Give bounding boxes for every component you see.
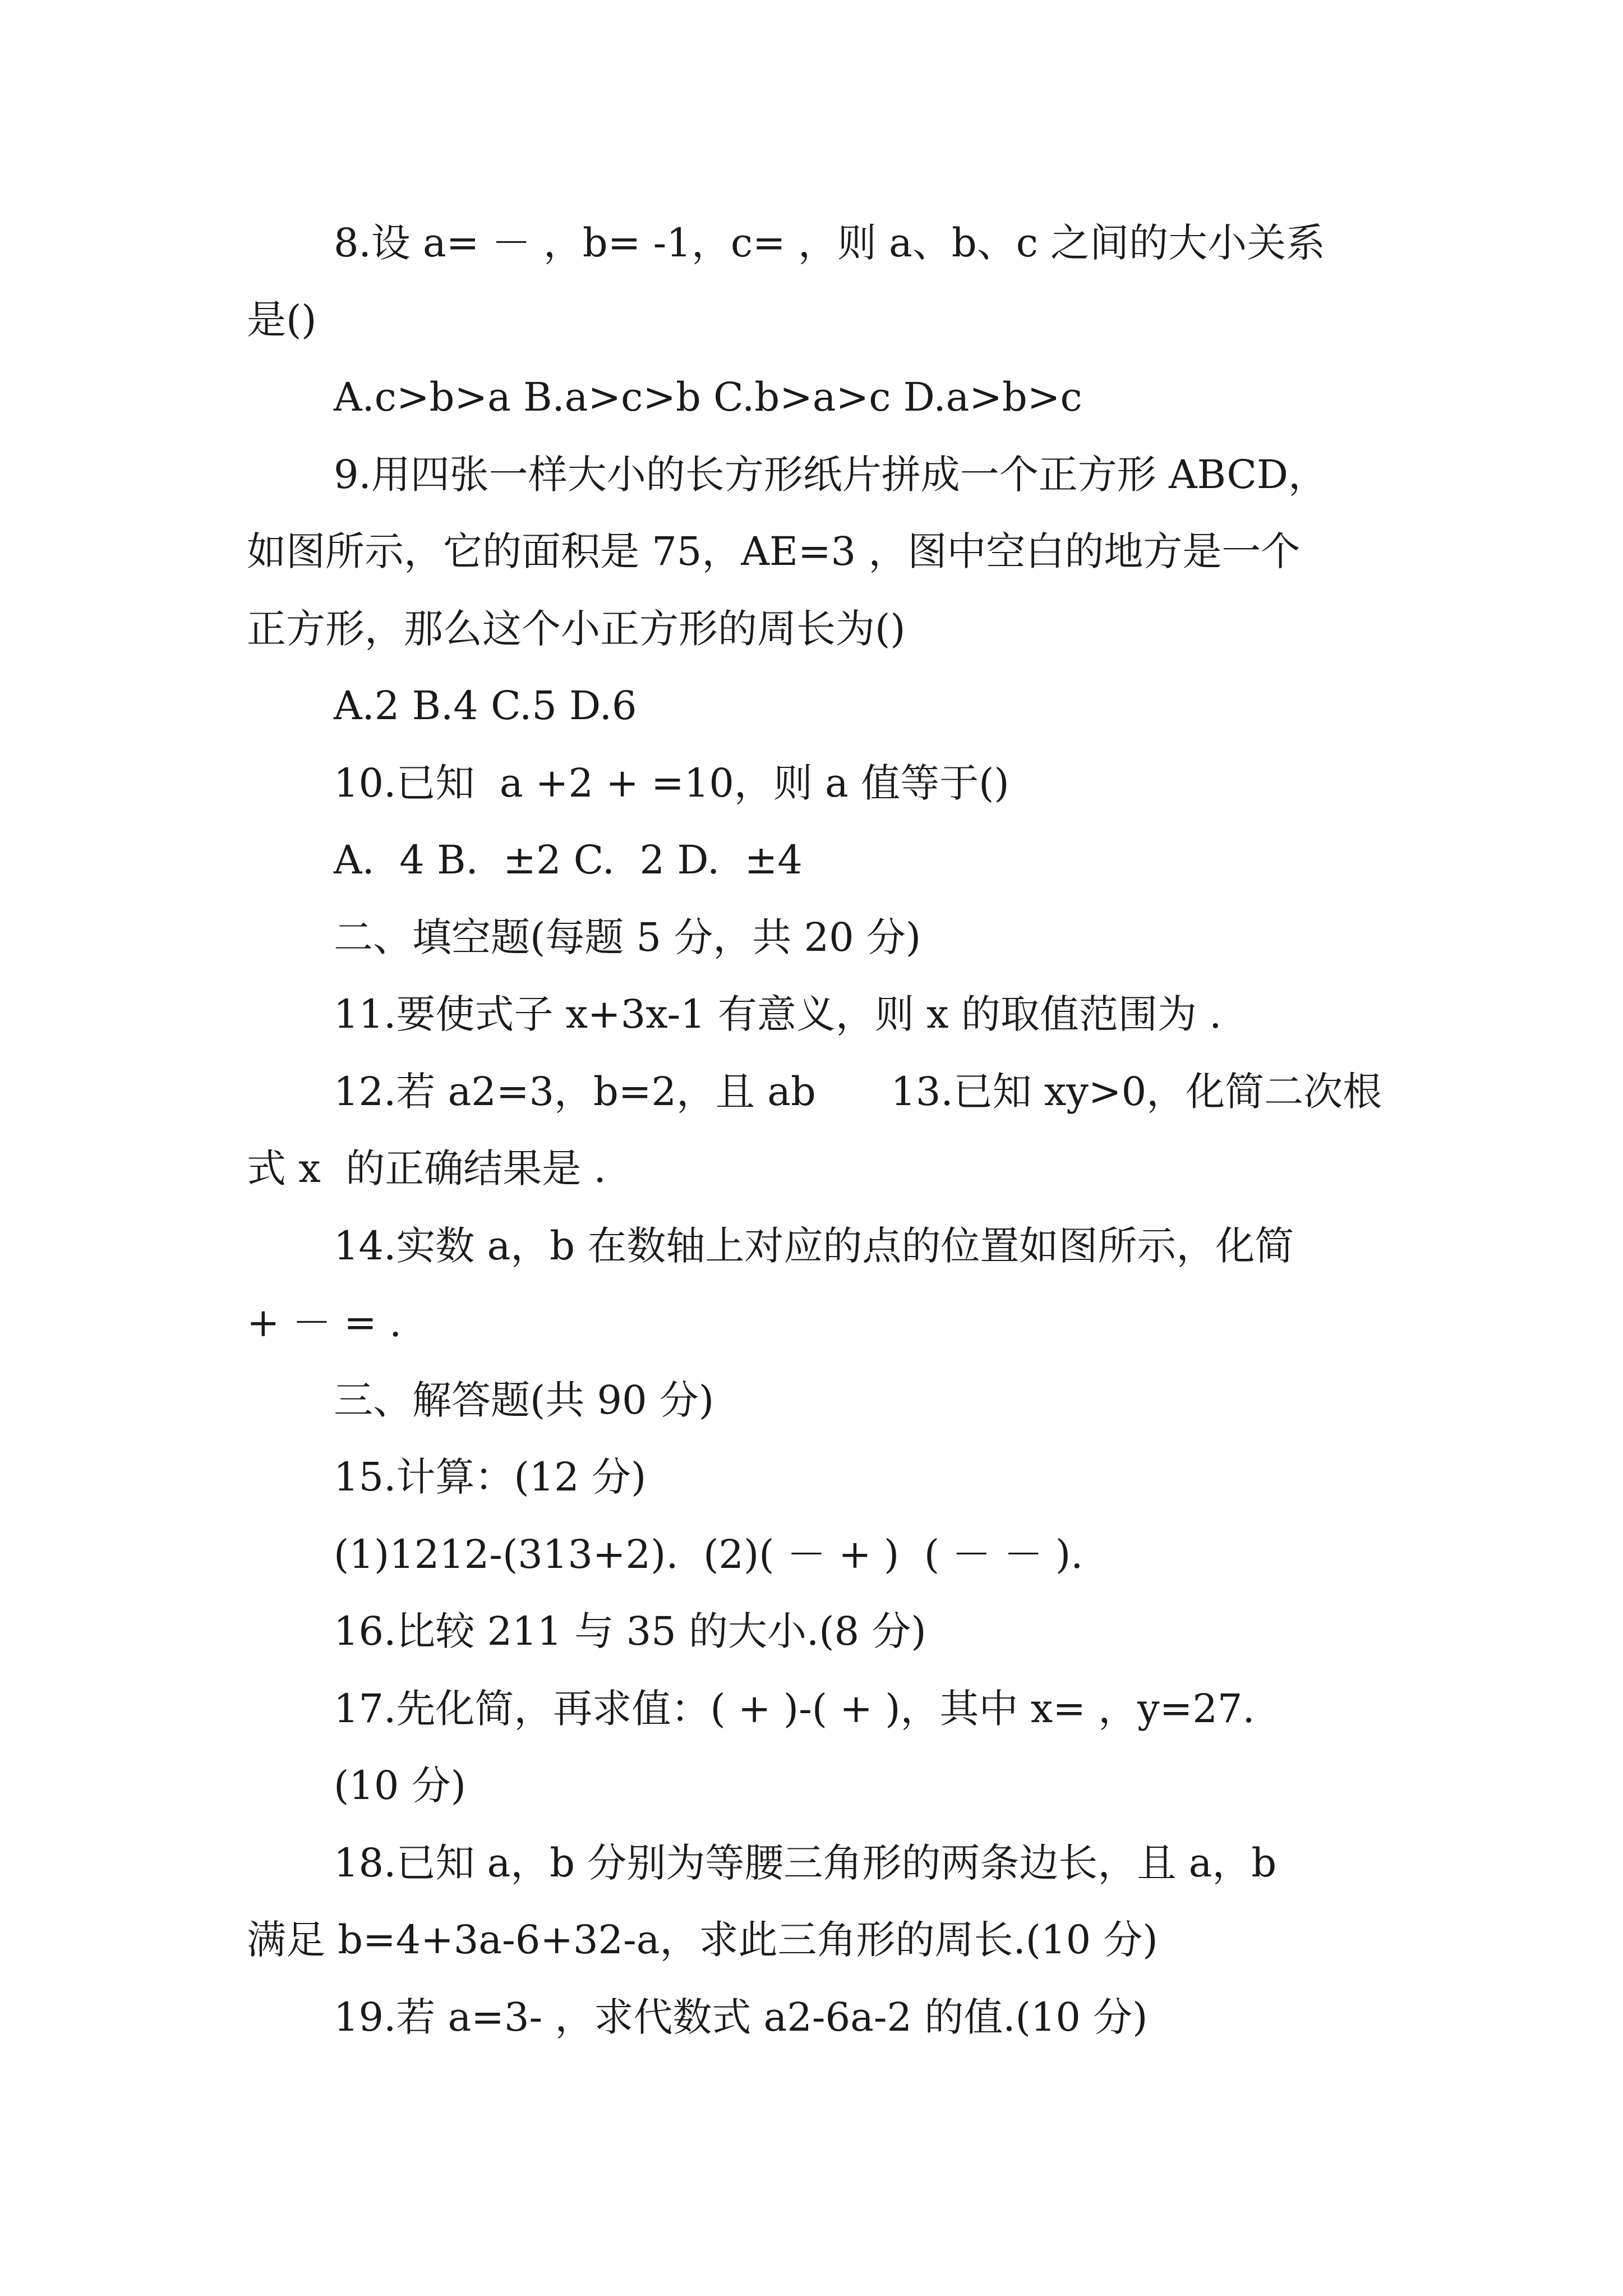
question-11-line: 11.要使式子 x+3x-1 有意义，则 x 的取值范围为 . — [334, 991, 1222, 1037]
question-18-line-1: 18.已知 a，b 分别为等腰三角形的两条边长，且 a，b — [334, 1840, 1277, 1886]
question-10-line: 10.已知 a +2 + =10，则 a 值等于() — [334, 760, 1009, 806]
question-9-line-3: 正方形，那么这个小正方形的周长为() — [247, 606, 906, 652]
question-17-line-1: 17.先化简，再求值：( + )-( + )，其中 x= ，y=27. — [334, 1686, 1255, 1732]
question-8-line-2: 是() — [247, 297, 317, 343]
question-13-line-2: 式 x 的正确结果是 . — [247, 1145, 606, 1191]
question-15-line-2: (1)1212-(313+2). (2)( － + ) ( － － ). — [334, 1531, 1083, 1577]
section-2-heading: 二、填空题(每题 5 分，共 20 分) — [334, 914, 921, 960]
question-16-line: 16.比较 211 与 35 的大小.(8 分) — [334, 1608, 926, 1654]
question-9-options: A.2 B.4 C.5 D.6 — [334, 683, 637, 729]
question-10-options: A. 4 B. ±2 C. 2 D. ±4 — [334, 837, 803, 883]
question-9-line-1: 9.用四张一样大小的长方形纸片拼成一个正方形 ABCD， — [334, 452, 1328, 498]
question-14-line-2: + － = . — [247, 1300, 402, 1346]
question-19-line: 19.若 a=3- ，求代数式 a2-6a-2 的值.(10 分) — [334, 1994, 1148, 2040]
question-14-line-1: 14.实数 a，b 在数轴上对应的点的位置如图所示，化简 — [334, 1223, 1294, 1269]
section-3-heading: 三、解答题(共 90 分) — [334, 1377, 714, 1423]
question-8-options: A.c>b>a B.a>c>b C.b>a>c D.a>b>c — [334, 374, 1082, 420]
question-8-line-1: 8.设 a= － ，b= -1，c= ，则 a、b、c 之间的大小关系 — [334, 220, 1326, 266]
question-12-13-line: 12.若 a2=3，b=2，且 ab 13.已知 xy>0，化简二次根 — [334, 1069, 1382, 1115]
question-15-line-1: 15.计算：(12 分) — [334, 1454, 647, 1500]
question-17-line-2: (10 分) — [334, 1763, 466, 1809]
question-9-line-2: 如图所示，它的面积是 75，AE=3 ，图中空白的地方是一个 — [247, 528, 1301, 574]
question-18-line-2: 满足 b=4+3a-6+32-a，求此三角形的周长.(10 分) — [247, 1917, 1158, 1963]
